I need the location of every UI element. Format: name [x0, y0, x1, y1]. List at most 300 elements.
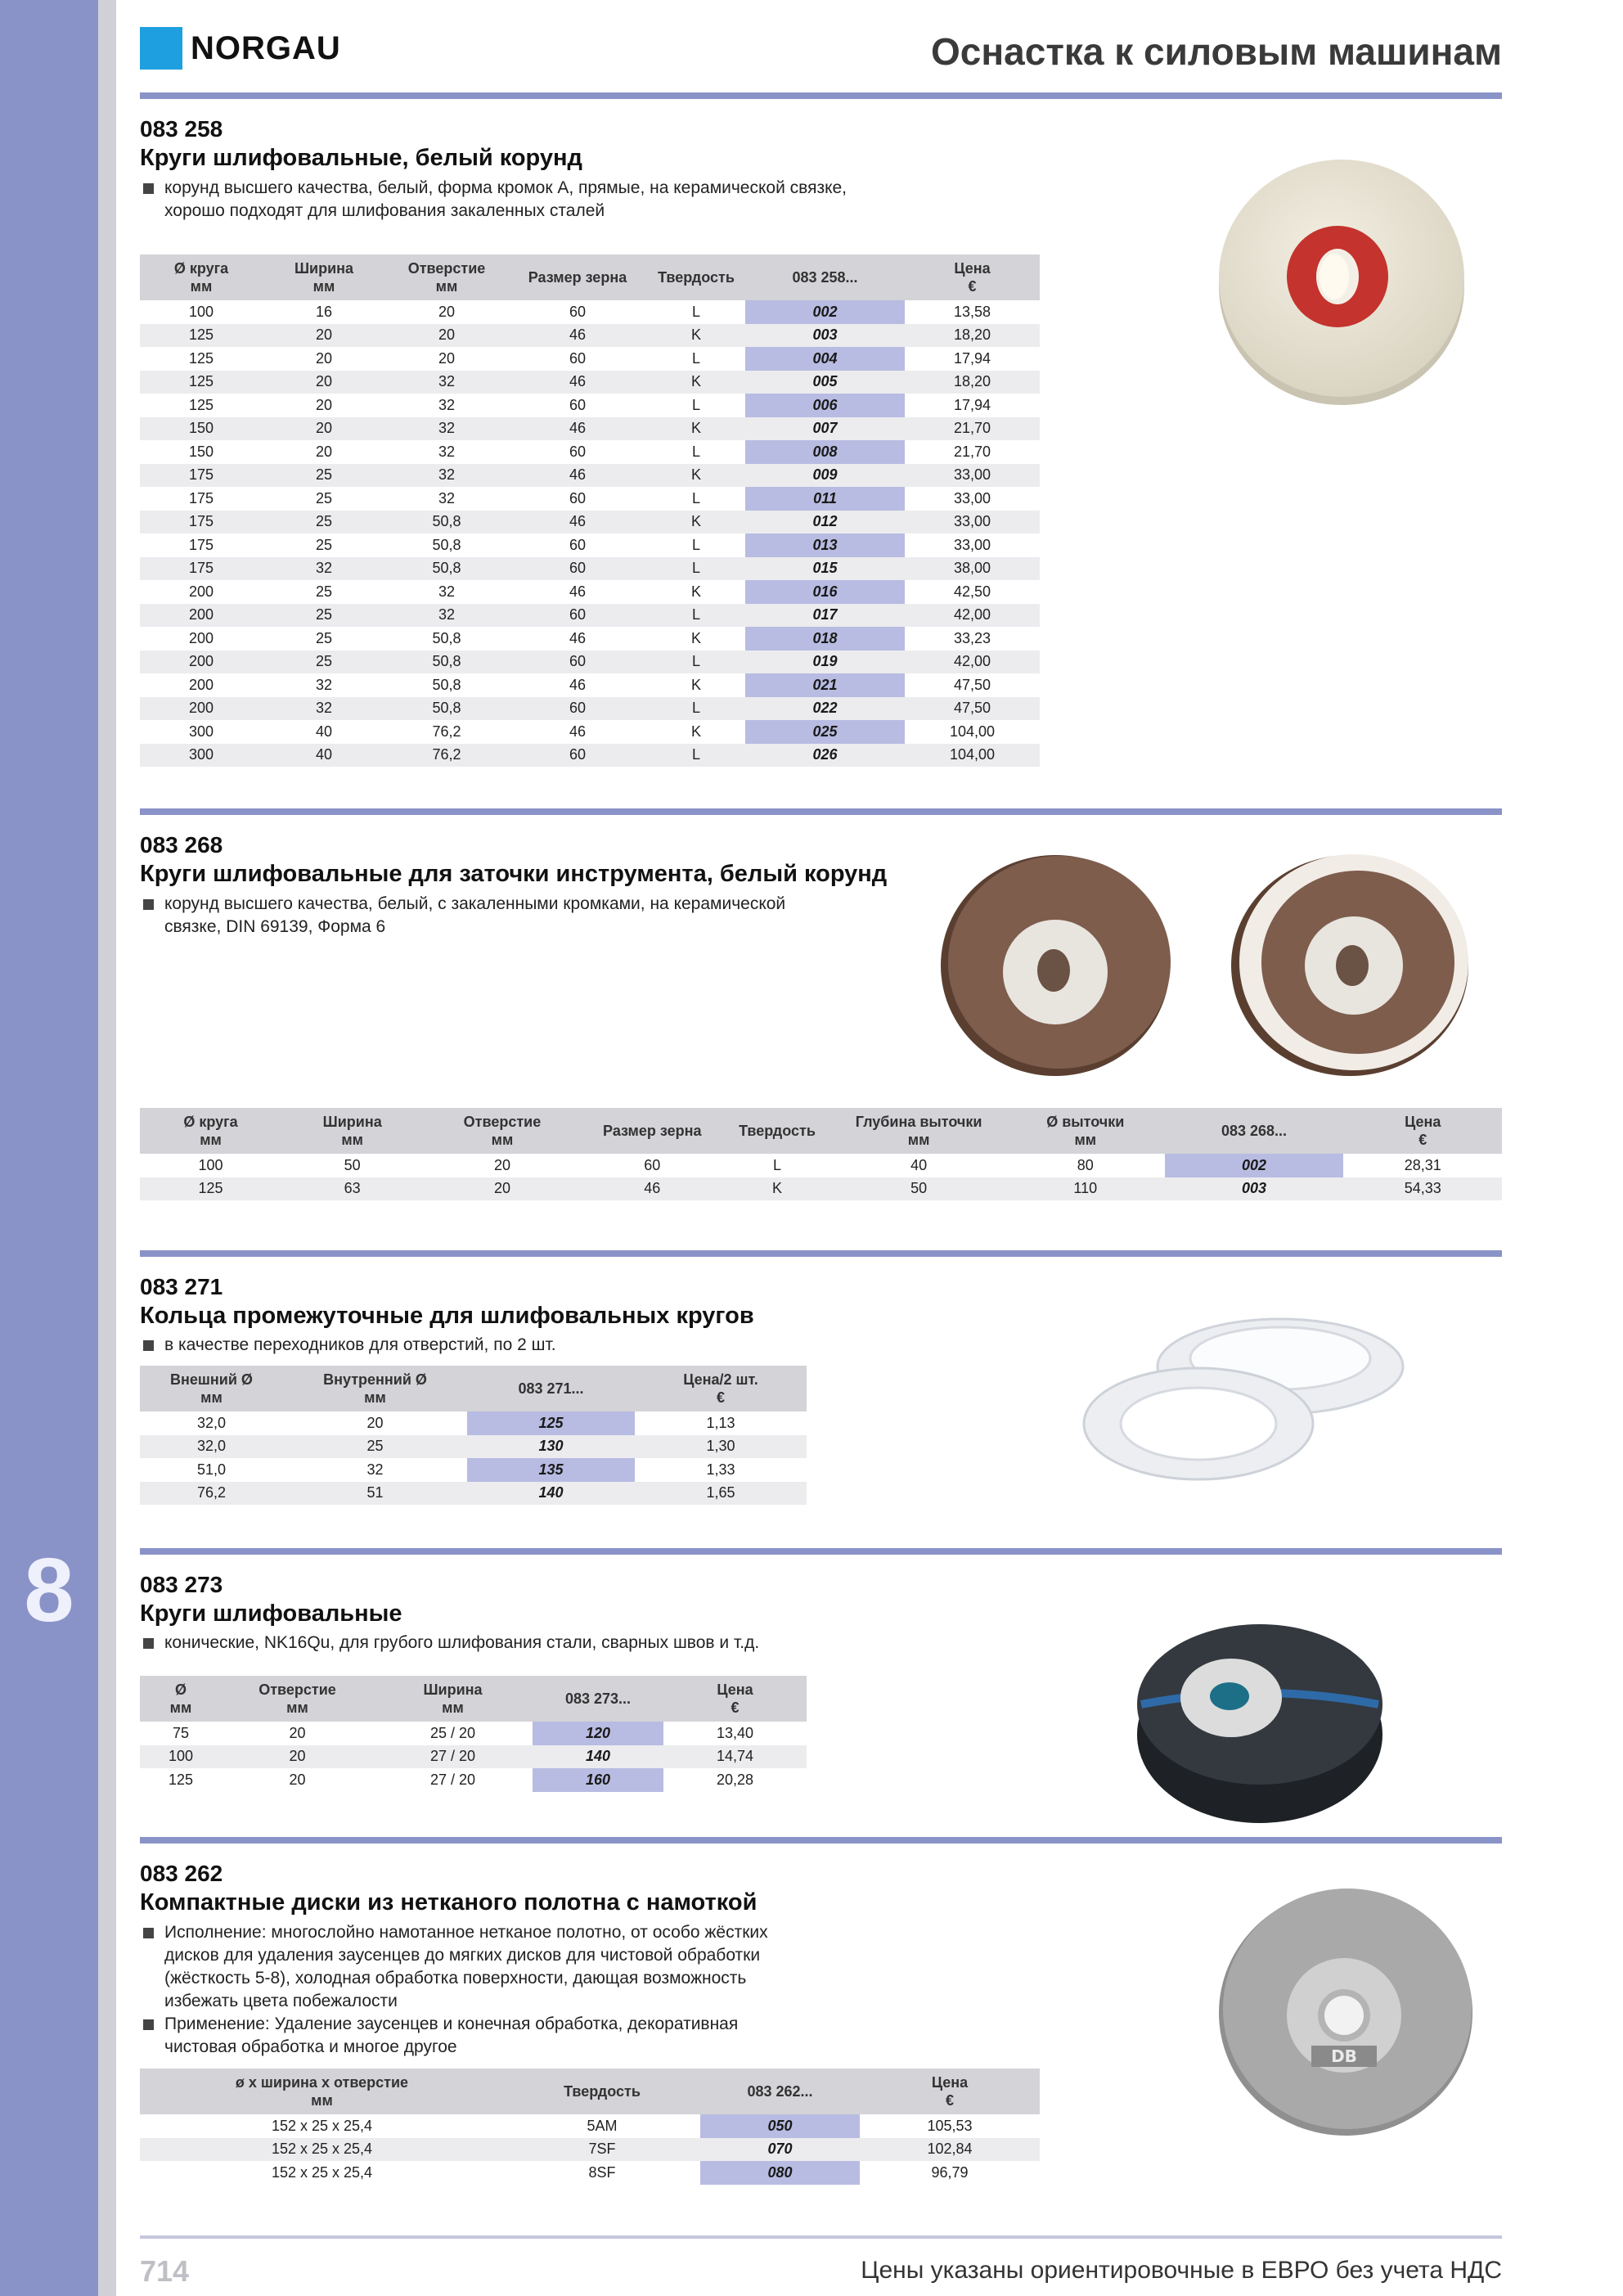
table-cell: 200 [188, 676, 214, 693]
grinding-wheel-white-image [1215, 155, 1468, 409]
article-code-cell: 125 [467, 1411, 635, 1435]
disc-label-text: DB [1331, 2046, 1357, 2066]
table-cell: L [647, 604, 745, 628]
table-cell: 152 x 25 x 25,4 [140, 2138, 504, 2162]
table-row [140, 673, 1040, 697]
column-header-unit: мм [312, 278, 335, 295]
table-row [140, 511, 1040, 534]
column-header [283, 1366, 467, 1411]
table-cell: 40 [315, 723, 333, 740]
table-row [140, 371, 1040, 394]
column-header-label: Твердость [658, 269, 735, 286]
section-code: 083 268 [140, 832, 223, 858]
sidebar-band [0, 0, 98, 2296]
table-cell: 46 [569, 723, 587, 740]
table-cell: 104,00 [905, 744, 1040, 768]
table-cell: L [691, 443, 700, 460]
table-row [140, 1722, 807, 1745]
column-header-unit: € [968, 278, 977, 295]
logo-square-icon [140, 27, 182, 70]
table-cell: 60 [569, 349, 587, 367]
column-header-unit: мм [1074, 1132, 1097, 1148]
table-cell: 18,20 [905, 371, 1040, 394]
article-code-cell: 080 [700, 2161, 860, 2185]
table-cell: 54,33 [1343, 1177, 1502, 1201]
column-header-unit: мм [364, 1389, 386, 1406]
section-divider [140, 92, 1502, 99]
column-header-unit: мм [190, 278, 213, 295]
bullet-text: конические, NK16Qu, для грубого шлифования стали, сварных швов и т.д. [143, 1632, 879, 1654]
table-cell: 96,79 [931, 2163, 969, 2181]
table-cell: 20 [315, 349, 333, 367]
table-cell: 16 [315, 303, 333, 320]
table-row [140, 627, 1040, 651]
table-row [140, 417, 1040, 441]
table-cell: 60 [508, 744, 647, 768]
table-cell: 63 [281, 1177, 423, 1201]
section-title: Круги шлифовальные [140, 1600, 402, 1627]
column-header-label: Цена [931, 2074, 969, 2091]
table-cell: 27 / 20 [429, 1771, 476, 1788]
table-cell: 76,2 [432, 723, 461, 740]
column-header [140, 1676, 222, 1722]
table-cell: 33,23 [953, 629, 991, 646]
article-code-cell: 018 [745, 627, 905, 651]
column-header [508, 254, 647, 300]
column-header-unit: мм [169, 1699, 192, 1716]
section-bullets [143, 1632, 879, 1654]
table-cell: 200 [140, 651, 263, 674]
article-code-cell: 050 [700, 2114, 860, 2138]
column-header-label: 083 258... [792, 269, 858, 286]
table-row [140, 1458, 807, 1482]
table-row [140, 394, 1040, 417]
table-cell: 50,8 [385, 651, 508, 674]
article-code-cell: 008 [745, 440, 905, 464]
table-cell: 32 [385, 417, 508, 441]
table-cell: 32 [438, 396, 456, 413]
table-cell: L [772, 1156, 781, 1173]
table-row [140, 2161, 1040, 2185]
table-cell: 76,2 [140, 1482, 283, 1506]
column-header-label: Цена/2 шт. [683, 1371, 758, 1388]
grinding-wheel-conical-image [1125, 1616, 1395, 1829]
table-cell: 7SF [504, 2138, 700, 2162]
table-row [140, 533, 1040, 557]
table-cell: 1,13 [706, 1414, 735, 1431]
table-cell: 27 / 20 [373, 1745, 533, 1769]
column-header [504, 2069, 700, 2114]
table-cell: 60 [569, 536, 587, 553]
table-cell: K [690, 676, 701, 693]
column-header-label: 083 262... [747, 2083, 813, 2100]
table-cell: 152 x 25 x 25,4 [271, 2163, 373, 2181]
nonwoven-disc-image [1215, 1878, 1485, 2140]
column-header [663, 1676, 807, 1722]
table-cell: 46 [569, 676, 587, 693]
table-cell: 40 [910, 1156, 928, 1173]
table-cell: 175 [140, 557, 263, 581]
table-row [140, 697, 1040, 721]
column-header [745, 254, 905, 300]
table-cell: 25 / 20 [429, 1724, 476, 1741]
column-header [263, 254, 385, 300]
column-header [635, 1366, 807, 1411]
table-cell: 125 [168, 1771, 194, 1788]
table-cell: 60 [569, 303, 587, 320]
table-cell: 50,8 [385, 697, 508, 721]
table-cell: 152 x 25 x 25,4 [271, 2117, 373, 2134]
table-cell: 20 [263, 371, 385, 394]
table-cell: 51,0 [196, 1461, 227, 1478]
column-header [533, 1676, 663, 1722]
table-cell: 200 [188, 629, 214, 646]
table-row [140, 744, 1040, 768]
table-cell: 125 [140, 324, 263, 348]
column-header [140, 1108, 281, 1154]
column-header-unit: мм [435, 278, 458, 295]
table-cell: 17,94 [953, 349, 991, 367]
table-cell: 5AM [587, 2117, 618, 2134]
table-cell: 60 [508, 557, 647, 581]
column-header-label: Отверстие [407, 260, 486, 277]
column-header [647, 254, 745, 300]
table-cell: 8SF [588, 2163, 616, 2181]
article-code-cell: 019 [745, 651, 905, 674]
table-cell: 33,00 [905, 511, 1040, 534]
table-cell: L [691, 489, 700, 506]
column-header-label: Ø [174, 1681, 187, 1698]
table-row [140, 487, 1040, 511]
bullet-text: корунд высшего качества, белый, с закаленными кромками, на керамической связке, DIN 69139, Форма 6 [143, 893, 847, 939]
bullet-text: корунд высшего качества, белый, форма кромок А, прямые, на керамической связке, хорошо подходят для шлифования закаленных сталей [143, 177, 847, 223]
table-row [140, 1768, 807, 1792]
table-cell: 300 [188, 723, 214, 740]
article-code-cell: 017 [745, 604, 905, 628]
column-header-unit: € [1418, 1132, 1427, 1148]
column-header-unit: мм [341, 1132, 363, 1148]
column-header-label: Отверстие [259, 1681, 336, 1698]
column-header [1343, 1108, 1502, 1154]
table-cell: 50,8 [432, 536, 461, 553]
column-header-label: ø x ширина x отверстие [235, 2074, 409, 2091]
column-header [831, 1108, 1006, 1154]
table-cell: 1,30 [635, 1435, 807, 1459]
table-row [140, 604, 1040, 628]
section-bullets [143, 1921, 798, 2059]
table-cell: 60 [644, 1156, 661, 1173]
table-cell: K [690, 629, 701, 646]
table-cell: 46 [508, 464, 647, 488]
table-cell: 60 [508, 651, 647, 674]
table-header-row [140, 1108, 1502, 1154]
table-cell: 20 [289, 1724, 306, 1741]
table-cell: 125 [140, 1177, 281, 1201]
article-code-cell: 004 [745, 347, 905, 371]
table-cell: 50,8 [385, 557, 508, 581]
table-cell: 125 [188, 349, 214, 367]
table-cell: 32 [263, 697, 385, 721]
column-header-unit: мм [286, 1699, 308, 1716]
table-header-row [140, 1366, 807, 1411]
column-header [373, 1676, 533, 1722]
table-cell: 150 [188, 443, 214, 460]
column-header-label: Отверстие [463, 1114, 542, 1130]
table-cell: 50,8 [432, 676, 461, 693]
column-header [1165, 1108, 1344, 1154]
product-table [140, 254, 1040, 767]
table-cell: 50 [831, 1177, 1006, 1201]
table-cell: 42,00 [905, 651, 1040, 674]
article-code-cell: 012 [745, 511, 905, 534]
table-cell: 25 [263, 511, 385, 534]
table-cell: 46 [508, 511, 647, 534]
product-table [140, 1366, 807, 1505]
table-cell: 42,00 [905, 604, 1040, 628]
table-cell: 200 [140, 604, 263, 628]
column-header-label: Ширина [322, 1114, 382, 1130]
table-cell: 1,33 [706, 1461, 735, 1478]
table-cell: 32 [438, 489, 456, 506]
article-code-cell: 015 [745, 557, 905, 581]
table-cell: 17,94 [953, 396, 991, 413]
column-header-label: 083 271... [518, 1380, 584, 1397]
table-cell: 32 [385, 371, 508, 394]
table-cell: 25 [283, 1435, 467, 1459]
section-divider [140, 1837, 1502, 1844]
column-header [281, 1108, 423, 1154]
table-cell: K [690, 583, 701, 600]
column-header-unit: мм [442, 1699, 464, 1716]
table-cell: 33,00 [905, 464, 1040, 488]
column-header-label: Размер зерна [528, 269, 627, 286]
article-code-cell: 003 [1165, 1177, 1344, 1201]
section-divider [140, 1548, 1502, 1555]
table-cell: 32 [385, 464, 508, 488]
table-cell: 25 [315, 583, 333, 600]
column-header-label: 083 268... [1221, 1123, 1288, 1139]
column-header [140, 254, 263, 300]
table-cell: 104,00 [949, 723, 996, 740]
table-cell: K [690, 723, 701, 740]
bullet-text: Применение: Удаление заусенцев и конечная обработка, декоративная чистовая обработка и многое другое [143, 2013, 798, 2059]
section-code: 083 258 [140, 116, 223, 142]
column-header-unit: мм [200, 1132, 222, 1148]
table-cell: 110 [1006, 1177, 1164, 1201]
column-header-label: Цена [954, 260, 991, 277]
article-code-cell: 011 [745, 487, 905, 511]
section-bullets [143, 177, 847, 223]
table-row [140, 557, 1040, 581]
table-cell: 50 [344, 1156, 361, 1173]
table-cell: 50,8 [432, 629, 461, 646]
column-header [860, 2069, 1040, 2114]
section-code: 083 262 [140, 1861, 223, 1886]
column-header-label: Твердость [564, 2083, 641, 2100]
table-cell: 46 [569, 583, 587, 600]
table-cell: 46 [508, 371, 647, 394]
column-header-unit: мм [491, 1132, 514, 1148]
column-header-unit: мм [311, 2092, 333, 2109]
column-header-label: Ширина [294, 260, 354, 277]
column-header [905, 254, 1040, 300]
table-row [140, 300, 1040, 324]
table-cell: 175 [140, 511, 263, 534]
table-cell: 100 [140, 1745, 222, 1769]
product-table [140, 1676, 807, 1792]
article-code-cell: 002 [745, 300, 905, 324]
logo-text: NORGAU [191, 29, 341, 66]
article-code-cell: 005 [745, 371, 905, 394]
article-code-cell: 007 [745, 417, 905, 441]
column-header-unit: мм [907, 1132, 930, 1148]
column-header [423, 1108, 581, 1154]
page-title: Оснастка к силовым машинам [931, 30, 1502, 73]
table-cell: 50,8 [385, 511, 508, 534]
table-cell: 32 [385, 604, 508, 628]
section-bullets [143, 1334, 847, 1357]
table-row [140, 1154, 1502, 1177]
column-header-label: Цена [1405, 1114, 1441, 1130]
section-title: Круги шлифовальные для заточки инструмента, белый корунд [140, 861, 888, 887]
table-cell: 13,40 [716, 1724, 754, 1741]
table-cell: 28,31 [1404, 1156, 1441, 1173]
article-code-cell: 021 [745, 673, 905, 697]
column-header-label: Ø круга [183, 1114, 238, 1130]
table-cell: 20 [222, 1745, 373, 1769]
table-cell: 32 [315, 676, 333, 693]
table-cell: 25 [263, 604, 385, 628]
article-code-cell: 006 [745, 394, 905, 417]
table-cell: 60 [569, 443, 587, 460]
table-cell: K [647, 464, 745, 488]
article-code-cell: 022 [745, 697, 905, 721]
table-cell: 175 [188, 536, 214, 553]
article-code-cell: 025 [745, 720, 905, 744]
column-header [723, 1108, 831, 1154]
section-code: 083 273 [140, 1572, 223, 1597]
table-cell: 25 [263, 651, 385, 674]
table-cell: 13,58 [953, 303, 991, 320]
table-cell: L [647, 557, 745, 581]
table-cell: 1,65 [635, 1482, 807, 1506]
table-cell: 125 [140, 371, 263, 394]
table-cell: 60 [508, 604, 647, 628]
column-header [700, 2069, 860, 2114]
column-header-label: Ширина [423, 1681, 483, 1698]
table-cell: 32,0 [140, 1435, 283, 1459]
table-row [140, 720, 1040, 744]
column-header-label: Размер зерна [603, 1123, 702, 1139]
column-header-unit: мм [200, 1389, 223, 1406]
section-title: Компактные диски из нетканого полотна с намоткой [140, 1889, 758, 1916]
article-code-cell: 135 [467, 1458, 635, 1482]
table-row [140, 651, 1040, 674]
section-divider [140, 808, 1502, 815]
column-header-label: Внутренний Ø [323, 1371, 427, 1388]
article-code-cell: 120 [533, 1722, 663, 1745]
table-cell: 46 [508, 417, 647, 441]
grinding-cup-wheels-image [937, 843, 1485, 1080]
table-cell: 32 [438, 443, 456, 460]
table-cell: 20 [366, 1414, 384, 1431]
table-cell: 25 [315, 536, 333, 553]
table-cell: 20 [438, 349, 456, 367]
table-row [140, 1177, 1502, 1201]
table-cell: 25 [315, 629, 333, 646]
table-row [140, 1745, 807, 1769]
table-row [140, 1435, 807, 1459]
article-code-cell: 140 [533, 1745, 663, 1769]
table-cell: 200 [188, 583, 214, 600]
table-header-row [140, 1676, 807, 1722]
table-cell: 200 [140, 697, 263, 721]
table-cell: 20 [263, 324, 385, 348]
table-cell: 100 [198, 1156, 223, 1173]
section-divider [140, 1250, 1502, 1257]
table-cell: 60 [508, 697, 647, 721]
table-cell: 150 [140, 417, 263, 441]
table-cell: K [647, 417, 745, 441]
table-cell: 20 [423, 1177, 581, 1201]
table-cell: 175 [140, 464, 263, 488]
section-bullets [143, 893, 847, 939]
product-table [140, 1108, 1502, 1200]
table-cell: 46 [582, 1177, 723, 1201]
table-cell: 300 [140, 744, 263, 768]
table-cell: L [691, 396, 700, 413]
column-header-label: Внешний Ø [170, 1371, 253, 1388]
column-header-label: Твердость [739, 1123, 816, 1139]
column-header [140, 1366, 283, 1411]
table-cell: 20 [315, 396, 333, 413]
table-cell: 60 [569, 489, 587, 506]
table-cell: 20,28 [716, 1771, 754, 1788]
sidebar-stripe [98, 0, 116, 2296]
article-code-cell: 140 [467, 1482, 635, 1506]
column-header-unit: € [716, 1389, 725, 1406]
page-number: 714 [140, 2254, 190, 2288]
table-cell: 20 [438, 303, 456, 320]
article-code-cell: 070 [700, 2138, 860, 2162]
table-cell: 20 [263, 417, 385, 441]
column-header-label: Ø круга [173, 260, 229, 277]
table-cell: 47,50 [953, 676, 991, 693]
table-row [140, 580, 1040, 604]
table-cell: 102,84 [860, 2138, 1040, 2162]
table-row [140, 324, 1040, 348]
table-cell: 21,70 [905, 417, 1040, 441]
table-cell: 20 [289, 1771, 306, 1788]
table-cell: 32 [263, 557, 385, 581]
column-header-unit: € [731, 1699, 740, 1716]
footer-divider [140, 2235, 1502, 2239]
column-header-label: Цена [717, 1681, 753, 1698]
table-cell: K [723, 1177, 831, 1201]
column-header [467, 1366, 635, 1411]
table-cell: L [691, 536, 700, 553]
section-title: Кольца промежуточные для шлифовальных кругов [140, 1303, 754, 1329]
table-cell: 32,0 [196, 1414, 227, 1431]
table-cell: 175 [188, 489, 214, 506]
table-cell: 38,00 [905, 557, 1040, 581]
logo [140, 27, 341, 70]
table-cell: 105,53 [927, 2117, 973, 2134]
table-cell: 60 [569, 396, 587, 413]
article-code-cell: 016 [745, 580, 905, 604]
table-cell: 20 [385, 324, 508, 348]
article-code-cell: 130 [467, 1435, 635, 1459]
